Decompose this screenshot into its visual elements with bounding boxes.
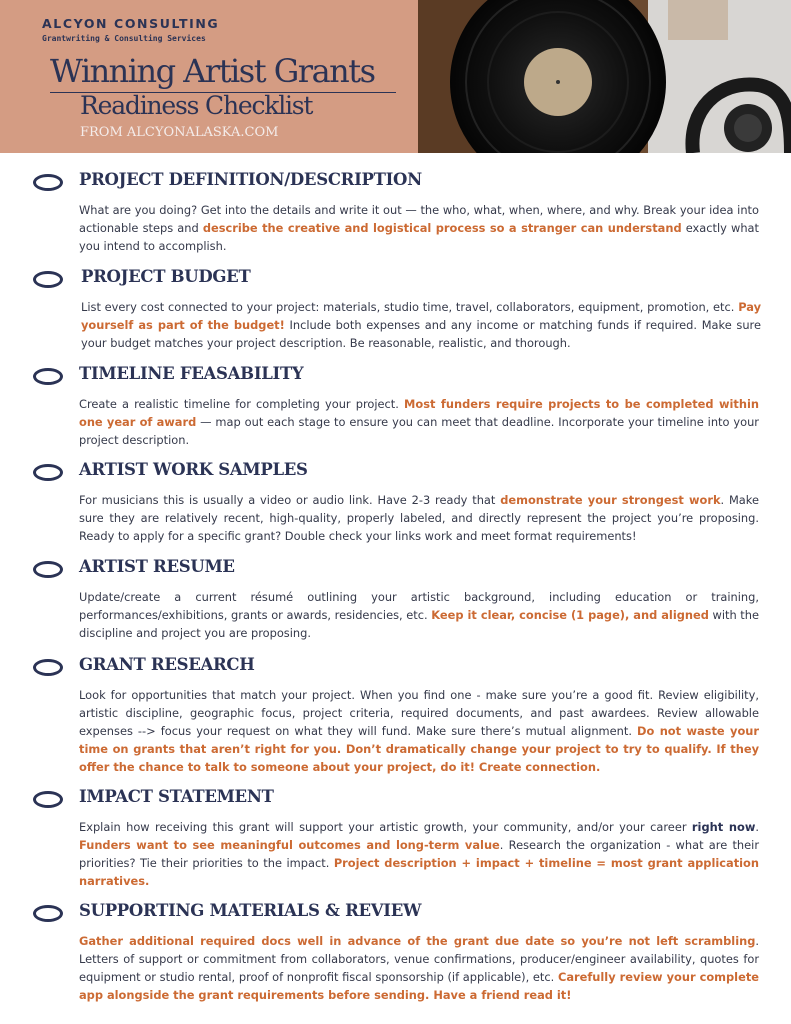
checkbox-ring-icon[interactable]: [33, 561, 63, 578]
body-text: . Research the organization - what are their priorities? Tie their priorities to the impact.: [79, 838, 759, 870]
brand-tagline: Grantwriting & Consulting Services: [42, 34, 206, 43]
section-body: [79, 686, 759, 776]
source-url: FROM ALCYONALASKA.COM: [80, 125, 279, 140]
section-title: PROJECT DEFINITION/DESCRIPTION: [79, 170, 422, 189]
body-text: exactly what you intend to accomplish.: [79, 221, 760, 253]
section-body: [79, 395, 759, 449]
body-text: What are you doing? Get into the details and write it out — the who, what, when, where, and why. Break your idea into actionable steps and: [79, 203, 759, 235]
brand-name: ALCYON CONSULTING: [42, 16, 220, 31]
section-title: ARTIST WORK SAMPLES: [79, 460, 308, 479]
highlight-text: demonstrate your strongest work: [500, 493, 721, 507]
highlight-text: Pay yourself as part of the budget!: [81, 300, 761, 332]
vinyl-record-icon: [418, 0, 791, 153]
body-text: . Letters of support or commitment from collaborators, venue confirmations, producer/engineer availability, quotes for equipment or studio rental, proof of nonprofit fiscal sponsorship (if applicable), etc.: [79, 934, 759, 984]
highlight-text: Keep it clear, concise (1 page), and aligned: [431, 608, 709, 622]
checkbox-ring-icon[interactable]: [33, 368, 63, 385]
body-text: List every cost connected to your project: materials, studio time, travel, collaborators, equipment, promotion, etc.: [81, 300, 739, 314]
body-text: .: [755, 820, 759, 834]
section-body: [81, 298, 761, 352]
highlight-text: Project description + impact + timeline = most grant application narratives.: [79, 856, 759, 888]
vinyl-record-headphones-photo: [418, 0, 791, 153]
section-title: GRANT RESEARCH: [79, 655, 255, 674]
section-title: IMPACT STATEMENT: [79, 787, 274, 806]
body-text: Include both expenses and any income or matching funds if required. Make sure your budget matches your project description. Be reasonable, realistic, and thorough.: [81, 318, 761, 350]
checkbox-ring-icon[interactable]: [33, 791, 63, 808]
body-text: with the discipline and project you are proposing.: [79, 608, 760, 640]
checkbox-ring-icon[interactable]: [33, 905, 63, 922]
highlight-text: Most funders require projects to be completed within one year of award: [79, 397, 759, 429]
section-title: ARTIST RESUME: [79, 557, 235, 576]
body-text: Create a realistic timeline for completing your project.: [79, 397, 405, 411]
section-body: [79, 588, 759, 642]
page-subtitle: Readiness Checklist: [80, 91, 313, 120]
highlight-text: Do not waste your time on grants that aren’t right for you. Don’t dramatically change your project to try to qualify. If they offer the chance to talk to someone about your project, do it! Create connection.: [79, 724, 759, 774]
body-text: For musicians this is usually a video or audio link. Have 2-3 ready that: [79, 493, 501, 507]
body-text: Update/create a current résumé outlining your artistic background, including education or training, performances/exhibitions, grants or awards, residencies, etc.: [79, 590, 759, 622]
body-text: . Make sure they are relatively recent, high-quality, properly labeled, and directly represent the project you’re proposing. Ready to apply for a specific grant? Double check your links work and meet format requirements!: [79, 493, 759, 543]
section-title: PROJECT BUDGET: [81, 267, 251, 286]
checkbox-ring-icon[interactable]: [33, 271, 63, 288]
checkbox-ring-icon[interactable]: [33, 174, 63, 191]
checkbox-ring-icon[interactable]: [33, 464, 63, 481]
section-body: [79, 932, 759, 1004]
page-title: Winning Artist Grants: [50, 52, 375, 90]
highlight-text: Gather additional required docs well in advance of the grant due date so you’re not left scrambling: [79, 934, 756, 948]
section-body: [79, 201, 759, 255]
bold-text: right now: [691, 820, 756, 834]
section-body: [79, 818, 759, 890]
section-title: SUPPORTING MATERIALS & REVIEW: [79, 901, 422, 920]
section-body: [79, 491, 759, 545]
highlight-text: Funders want to see meaningful outcomes and long-term value: [79, 838, 500, 852]
checkbox-ring-icon[interactable]: [33, 659, 63, 676]
highlight-text: Carefully review your complete app alongside the grant requirements before sending. Have a friend read it!: [79, 970, 759, 1002]
section-title: TIMELINE FEASABILITY: [79, 364, 304, 383]
body-text: — map out each stage to ensure you can meet that deadline. Incorporate your timeline into your project description.: [79, 415, 759, 447]
body-text: Explain how receiving this grant will support your artistic growth, your community, and/or your career: [79, 820, 692, 834]
highlight-text: describe the creative and logistical process so a stranger can understand: [202, 221, 682, 235]
body-text: Look for opportunities that match your project. When you find one - make sure you’re a good fit. Review eligibility, artistic discipline, geographic focus, project criteria, required documents, and past awardees. Review allowable expenses --> focus your request on what they will fund. Make sure there’s mutual alignment.: [79, 688, 759, 738]
